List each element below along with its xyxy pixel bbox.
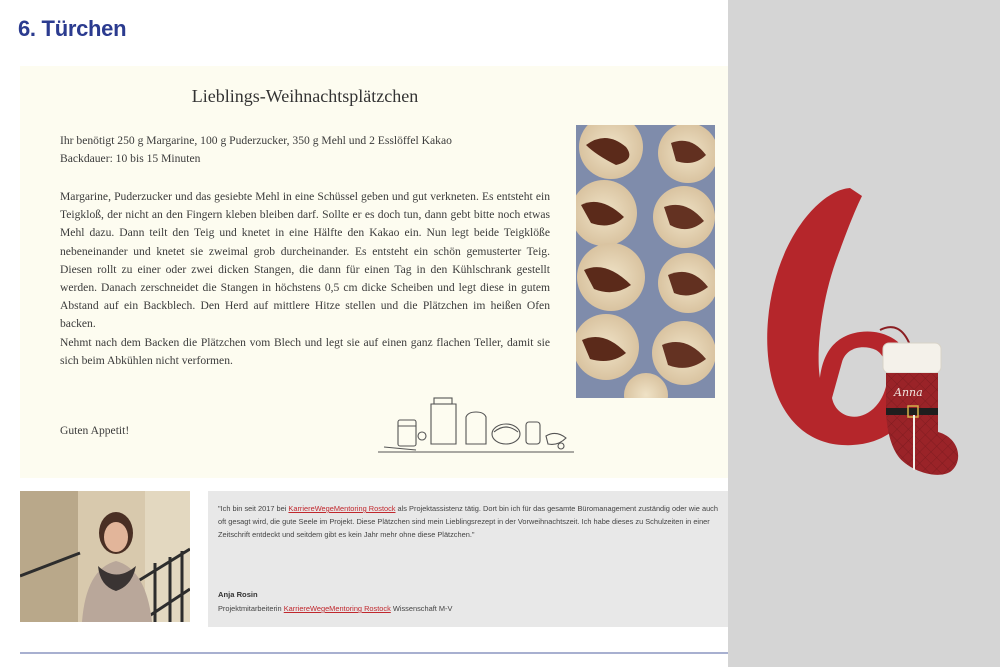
author-photo	[20, 491, 190, 622]
author-role	[218, 604, 452, 613]
author-name: Anja Rosin	[218, 590, 258, 599]
instructions-text: Margarine, Puderzucker und das gesiebte Mehl in eine Schüssel geben und gut verkneten. Es entsteht ein Teigkloß, der nicht an den Fingern kleben bleiben darf. Sollte er es doch tun, dann gebt bitte noch etwas Mehl dazu. Dann teilt den Teig und knetet in eine Hälfte den Kakao ein. Nun legt beide Teigklöße nebeneinander und knetet sie zweimal grob durcheinander. Es entsteht ein schön gemusterter Teig. Diesen rollt zu einer oder zwei dicken Stangen, die dann für einen Tag in den Kühlschrank gestellt werden. Danach zerschneidet die Stangen in höchstens 0,5 cm dicke Scheiben und legt diese in gutem Abstand auf ein Backblech. Den Herd auf mittlere Hitze stellen und die Plätzchen im heißen Ofen backen.	[60, 190, 550, 331]
quote-text-part1: "Ich bin seit 2017 bei	[218, 504, 289, 513]
cookie-photo	[576, 125, 715, 398]
recipe-instructions	[60, 188, 550, 370]
mentoring-program-link[interactable]: KarriereWegeMentoring Rostock	[288, 504, 396, 513]
quote-text-part2: als Projektassistenz tätig. Dort bin ich für das gesamte Büromanagement zuständig oder wie auch oft gesagt wird, die gute Seele im Projekt. Diese Plätzchen sind mein Lieblingsrezept in der Vorweihnachtszeit. Ich habe dieses zu Schulzeiten in einer Zeitschrift entdeckt und seitdem gibt es kein Jahr mehr ohne diese Plätzchen."	[218, 504, 718, 540]
stocking-ornament-number-six	[750, 180, 980, 490]
stocking-name-label: Anna	[894, 386, 923, 399]
author-role-prefix: Projektmitarbeiterin	[218, 604, 284, 613]
bottom-divider	[20, 652, 728, 654]
bake-time-text: Backdauer: 10 bis 15 Minuten	[60, 152, 201, 165]
page-title: 6. Türchen	[18, 16, 127, 41]
recipe-card	[20, 66, 728, 478]
stocking-icon	[883, 343, 958, 475]
instructions-text-2: Nehmt nach dem Backen die Plätzchen vom Blech und legt sie auf einen ganz flachen Teller, damit sie sich beim Abkühlen nicht verformen.	[60, 335, 550, 367]
kitchen-sketch-illustration	[376, 392, 576, 462]
recipe-greeting: Guten Appetit!	[60, 424, 130, 437]
ingredients-text: Ihr benötigt 250 g Margarine, 100 g Puderzucker, 350 g Mehl und 2 Esslöffel Kakao	[60, 134, 452, 147]
mentoring-program-role-link[interactable]: KarriereWegeMentoring Rostock	[283, 604, 391, 613]
author-quote-box	[208, 491, 728, 627]
author-quote	[218, 502, 728, 542]
author-role-suffix: Wissenschaft M-V	[390, 604, 453, 613]
recipe-ingredients	[60, 132, 550, 168]
recipe-title: Lieblings-Weihnachtsplätzchen	[191, 86, 419, 106]
